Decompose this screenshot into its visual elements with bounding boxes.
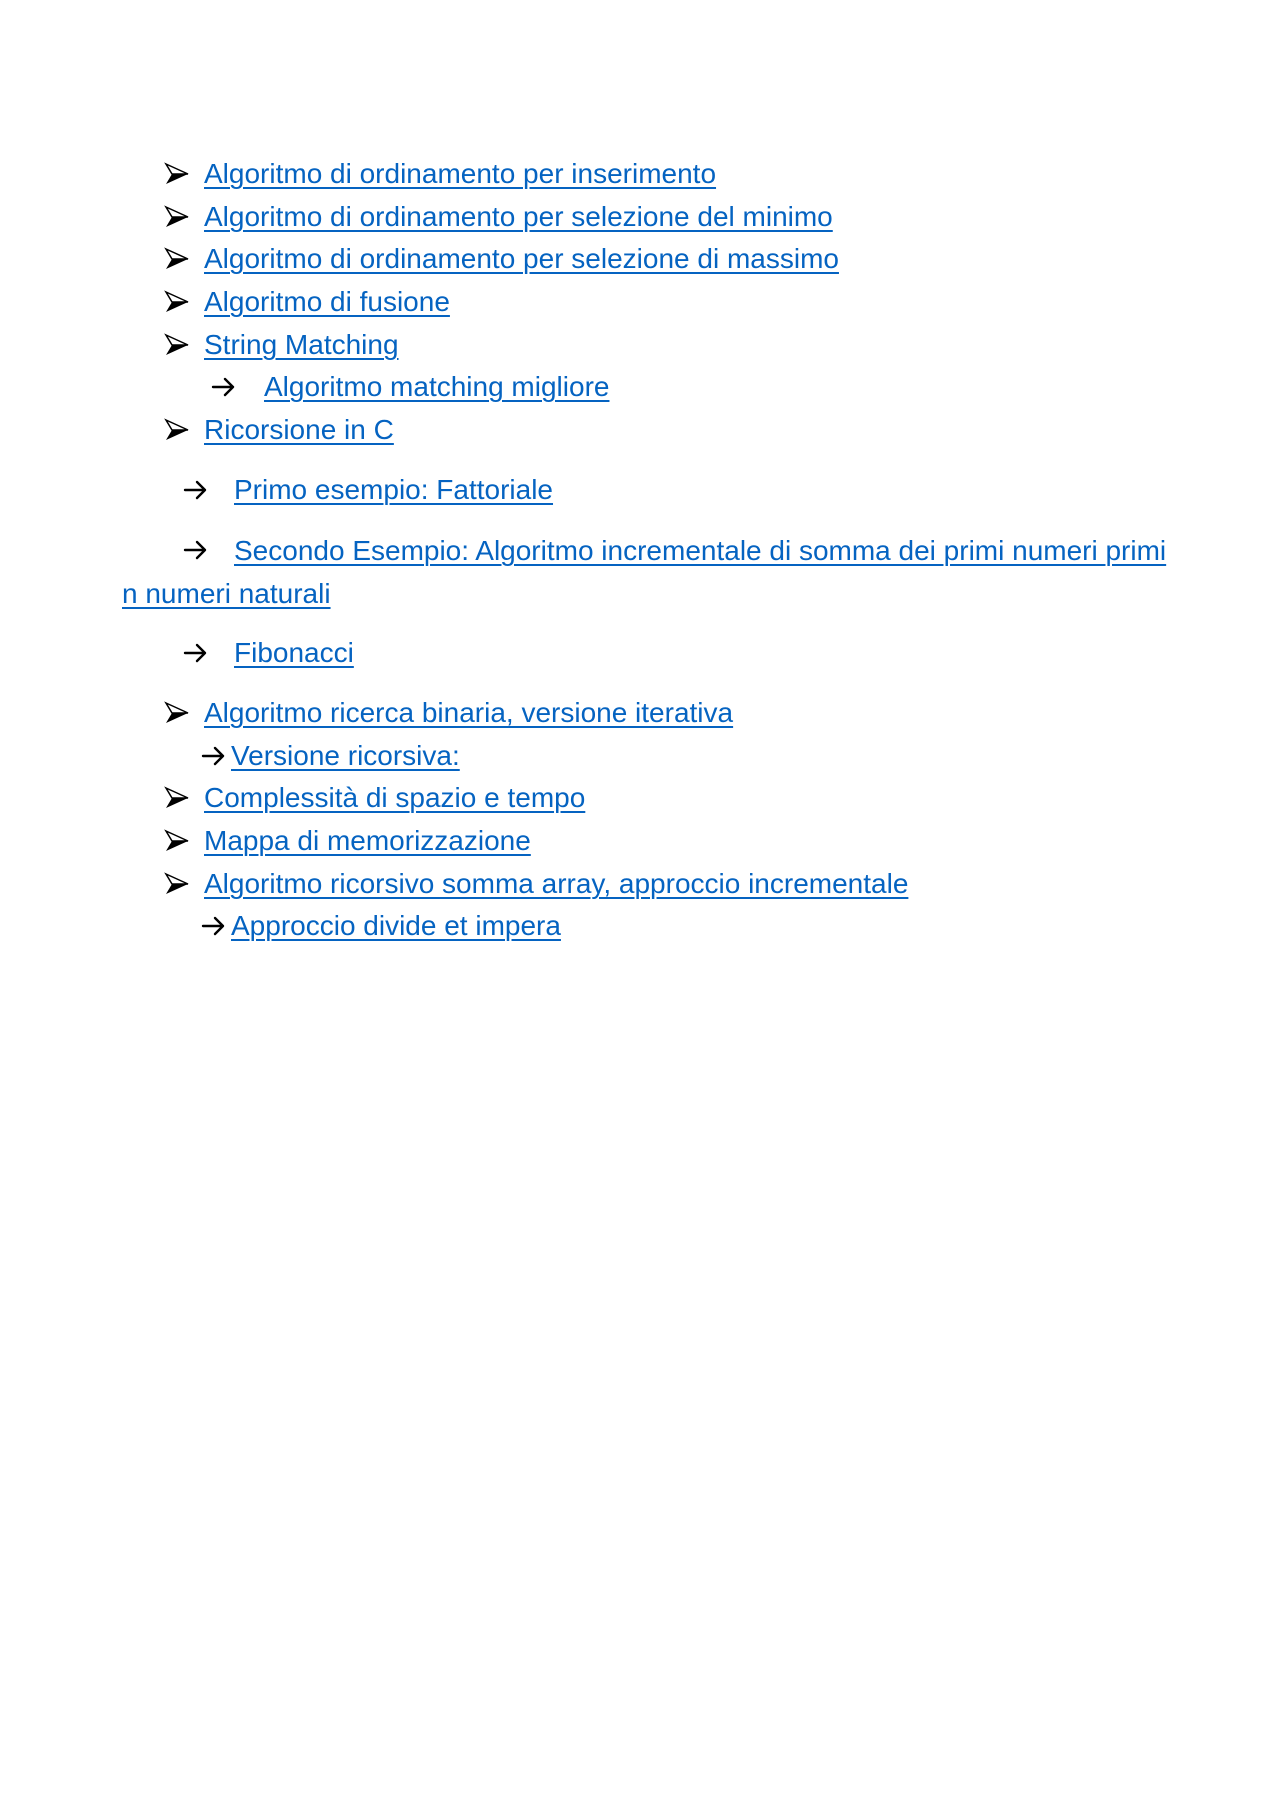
toc-link[interactable]: Fibonacci xyxy=(234,637,354,668)
toc-entry xyxy=(163,696,733,730)
toc-entry xyxy=(163,413,394,447)
arrowhead-bullet-icon xyxy=(163,870,191,898)
toc-link[interactable]: Mappa di memorizzazione xyxy=(204,825,531,856)
right-arrow-icon xyxy=(182,476,210,504)
toc-entry xyxy=(163,867,908,901)
toc-link[interactable]: Algoritmo ricerca binaria, versione iterativa xyxy=(204,697,734,728)
right-arrow-icon xyxy=(210,373,238,401)
arrowhead-bullet-icon xyxy=(163,699,191,727)
toc-subentry xyxy=(210,370,609,404)
arrowhead-bullet-icon xyxy=(163,784,191,812)
toc-subentry xyxy=(200,909,561,943)
toc-link[interactable]: Primo esempio: Fattoriale xyxy=(234,474,554,505)
toc-link[interactable]: Versione ricorsiva: xyxy=(231,740,460,771)
toc-subentry xyxy=(182,473,553,507)
toc-entry xyxy=(163,824,531,858)
toc-subentry xyxy=(122,529,1172,615)
arrowhead-bullet-icon xyxy=(163,245,191,273)
toc-link[interactable]: Algoritmo matching migliore xyxy=(264,371,610,402)
toc-link[interactable]: Ricorsione in C xyxy=(204,414,394,445)
toc-subentry xyxy=(200,739,460,773)
right-arrow-icon xyxy=(200,742,228,770)
arrowhead-bullet-icon xyxy=(163,203,191,231)
arrowhead-bullet-icon xyxy=(163,160,191,188)
toc-link[interactable]: Algoritmo di ordinamento per inserimento xyxy=(204,158,717,189)
toc-link[interactable]: Algoritmo di ordinamento per selezione del minimo xyxy=(204,201,833,232)
toc-entry xyxy=(163,328,399,362)
toc-link[interactable]: Algoritmo di fusione xyxy=(204,286,450,317)
toc-entry xyxy=(163,285,450,319)
arrowhead-bullet-icon xyxy=(163,331,191,359)
toc-entry xyxy=(163,157,716,191)
toc-link[interactable]: Complessità di spazio e tempo xyxy=(204,782,586,813)
toc-link[interactable]: Approccio divide et impera xyxy=(231,910,561,941)
toc-subentry xyxy=(182,636,354,670)
arrowhead-bullet-icon xyxy=(163,827,191,855)
right-arrow-icon xyxy=(182,639,210,667)
toc-link[interactable]: Secondo Esempio: Algoritmo incrementale di somma dei primi numeri primi n numeri naturali xyxy=(122,535,1167,609)
toc-link[interactable]: Algoritmo di ordinamento per selezione di massimo xyxy=(204,243,839,274)
toc-entry xyxy=(163,200,833,234)
toc-link[interactable]: Algoritmo ricorsivo somma array, approccio incrementale xyxy=(204,868,909,899)
toc-entry xyxy=(163,242,839,276)
right-arrow-icon xyxy=(200,912,228,940)
toc-entry xyxy=(163,781,585,815)
arrowhead-bullet-icon xyxy=(163,288,191,316)
toc-link[interactable]: String Matching xyxy=(204,329,399,360)
arrowhead-bullet-icon xyxy=(163,416,191,444)
right-arrow-icon xyxy=(182,536,210,564)
